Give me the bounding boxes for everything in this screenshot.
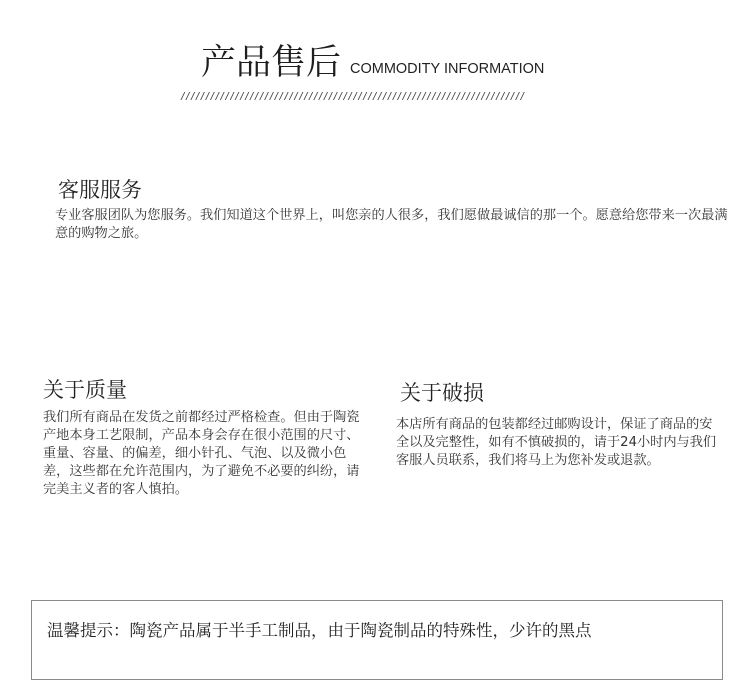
customer-service-heading: 客服服务	[58, 178, 142, 202]
page-title: 产品售后	[201, 43, 342, 83]
notice-text: 温馨提示：陶瓷产品属于半手工制品，由于陶瓷制品的特殊性，少许的黑点	[47, 621, 592, 640]
customer-service-text: 专业客服团队为您服务。我们知道这个世界上，叫您亲的人很多，我们愿做最诚信的那一个。愿意给您带来一次最满意的购物之旅。	[55, 208, 728, 241]
decorative-divider: //////////////////////////////////////////////////////////////////////	[180, 91, 525, 102]
damage-text: 本店所有商品的包装都经过邮购设计，保证了商品的安全以及完整性，如有不慎破损的，请于24小时内与我们客服人员联系，我们将马上为您补发或退款。	[396, 417, 717, 468]
quality-heading: 关于质量	[43, 378, 127, 402]
damage-heading: 关于破损	[400, 381, 484, 405]
quality-text: 我们所有商品在发货之前都经过严格检查。但由于陶瓷产地本身工艺限制，产品本身会存在很小范围的尺寸、重量、容量、的偏差，细小针孔、气泡、以及微小色差，这些都在允许范围内，为了避免不必要的纠纷，请完美主义者的客人慎拍。	[43, 410, 360, 497]
page-subtitle: COMMODITY INFORMATION	[350, 61, 545, 77]
